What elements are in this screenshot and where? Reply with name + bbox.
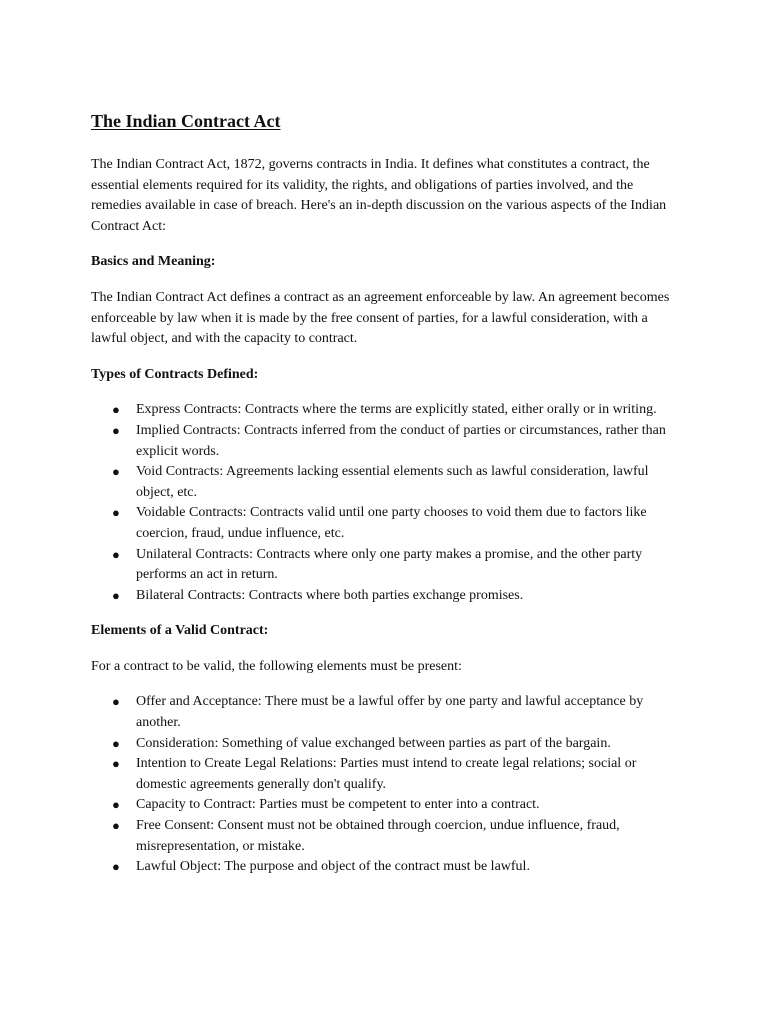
- bullet-icon: ●: [112, 464, 120, 480]
- list-item-text: Consideration: Something of value exchanged between parties as part of the bargain.: [136, 735, 611, 751]
- list-item-text: Express Contracts: Contracts where the terms are explicitly stated, either orally or in writing.: [136, 402, 657, 418]
- list-item-text: Free Consent: Consent must not be obtained through coercion, undue influence, fraud, misrepresentation, or mistake.: [136, 818, 620, 854]
- list-item: [91, 503, 680, 544]
- list-item: [91, 754, 680, 795]
- list-item: [91, 734, 680, 755]
- bullet-icon: ●: [112, 818, 120, 834]
- basics-paragraph: The Indian Contract Act defines a contract as an agreement enforceable by law. An agreement becomes enforceable by law when it is made by the free consent of parties, for a lawful consideration, with a lawful object, and with the capacity to contract.: [91, 289, 670, 347]
- list-item: [91, 400, 680, 421]
- list-item: [91, 816, 680, 857]
- list-item: [91, 795, 680, 816]
- list-item-text: Lawful Object: The purpose and object of the contract must be lawful.: [136, 859, 530, 875]
- list-item-text: Implied Contracts: Contracts inferred from the conduct of parties or circumstances, rather than explicit words.: [136, 422, 666, 459]
- list-item-text: Void Contracts: Agreements lacking essential elements such as lawful consideration, lawful object, etc.: [136, 464, 649, 500]
- list-item: [91, 586, 680, 607]
- bullet-icon: ●: [112, 694, 120, 710]
- types-list: [91, 400, 680, 606]
- elements-list: [91, 692, 680, 877]
- list-item: [91, 421, 680, 462]
- list-item-text: Capacity to Contract: Parties must be competent to enter into a contract.: [136, 797, 540, 813]
- list-item: [91, 857, 680, 878]
- elements-paragraph: For a contract to be valid, the following elements must be present:: [91, 658, 462, 674]
- list-item: [91, 545, 680, 586]
- section-heading-types: Types of Contracts Defined:: [91, 366, 259, 382]
- bullet-icon: ●: [112, 422, 120, 438]
- bullet-icon: ●: [112, 797, 120, 813]
- bullet-icon: ●: [112, 587, 120, 603]
- bullet-icon: ●: [112, 735, 120, 751]
- bullet-icon: ●: [112, 402, 120, 418]
- section-heading-basics: Basics and Meaning:: [91, 254, 216, 270]
- list-item-text: Intention to Create Legal Relations: Parties must intend to create legal relations; social or domestic agreements generally don't qualify.: [136, 756, 637, 792]
- bullet-icon: ●: [112, 859, 120, 875]
- bullet-icon: ●: [112, 546, 120, 562]
- list-item-text: Unilateral Contracts: Contracts where only one party makes a promise, and the other party performs an act in return.: [136, 546, 643, 583]
- document-title: The Indian Contract Act: [91, 111, 281, 131]
- list-item-text: Offer and Acceptance: There must be a lawful offer by one party and lawful acceptance by another.: [136, 694, 644, 731]
- list-item-text: Voidable Contracts: Contracts valid until one party chooses to void them due to factors like coercion, fraud, undue influence, etc.: [136, 505, 647, 541]
- bullet-icon: ●: [112, 756, 120, 772]
- list-item: [91, 692, 680, 733]
- bullet-icon: ●: [112, 505, 120, 521]
- section-heading-elements: Elements of a Valid Contract:: [91, 623, 269, 639]
- list-item: [91, 462, 680, 503]
- intro-paragraph: The Indian Contract Act, 1872, governs contracts in India. It defines what constitutes a contract, the essential elements required for its validity, the rights, and obligations of parties involved, and the remedies available in case of breach. Here's an in-depth discussion on the various aspects of the Indian Contract Act:: [91, 157, 667, 234]
- list-item-text: Bilateral Contracts: Contracts where both parties exchange promises.: [136, 587, 524, 603]
